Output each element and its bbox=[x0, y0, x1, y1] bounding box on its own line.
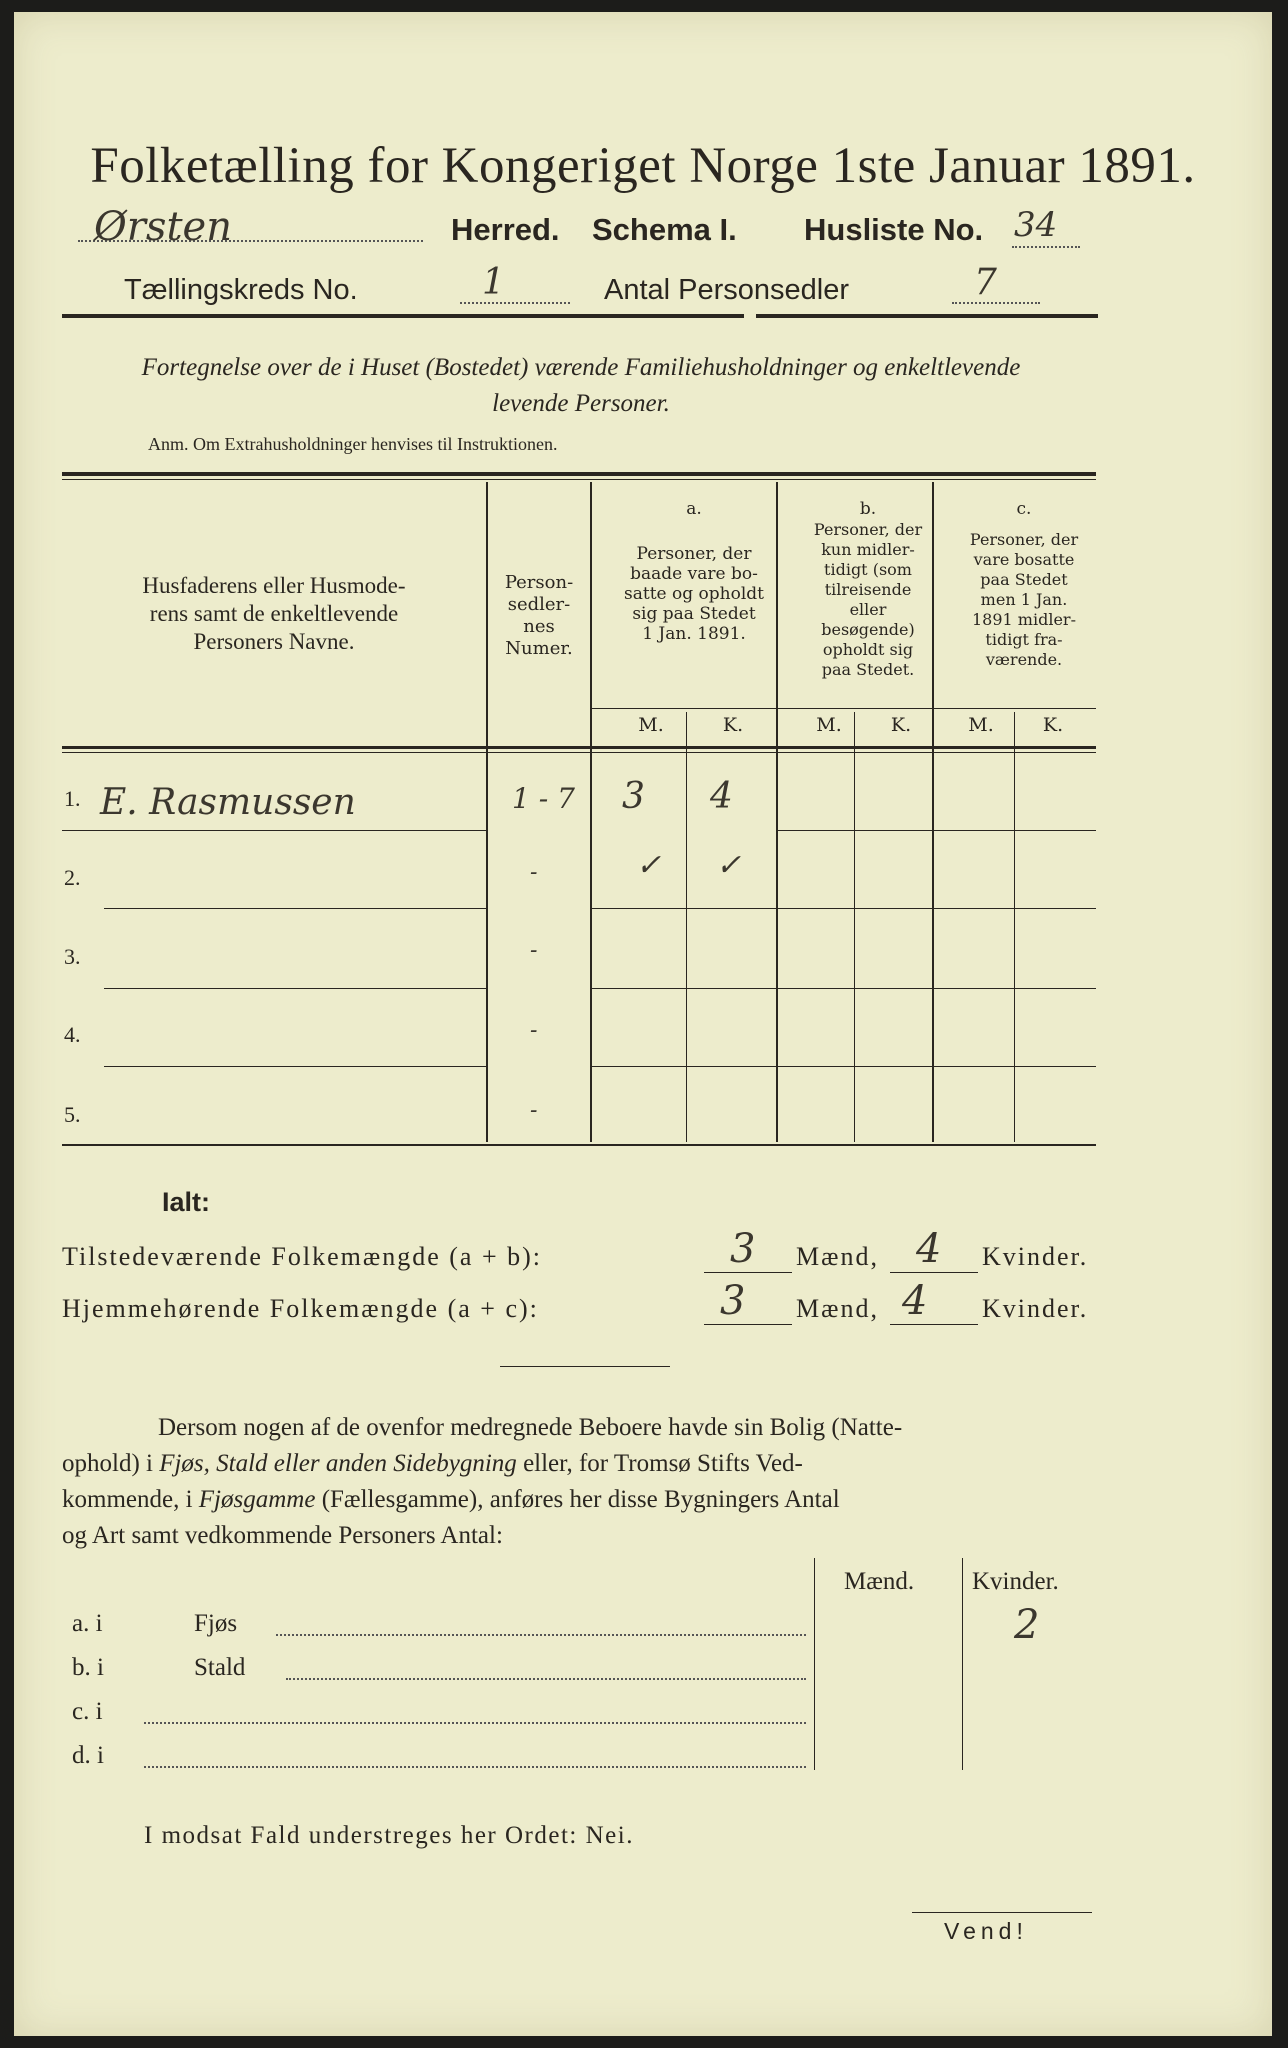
bygning-row-d-letter: d. i bbox=[72, 1742, 104, 1769]
antal-dotted-line bbox=[952, 300, 1040, 304]
hjemme-maend-value: 3 bbox=[720, 1278, 746, 1324]
row-2-line bbox=[104, 908, 486, 909]
description-line-1: Fortegnelse over de i Huset (Bostedet) værende Familiehusholdninger og enkeltlevende bbox=[141, 354, 1021, 381]
bolig-paragraph bbox=[62, 1410, 1098, 1554]
taellingskreds-label: Tællingskreds No. bbox=[124, 274, 358, 306]
tilstede-kvinder-value: 4 bbox=[916, 1226, 942, 1272]
row-4-line-right bbox=[592, 1066, 1096, 1067]
bygning-vline-left bbox=[814, 1558, 815, 1770]
bygning-kvinder-header: Kvinder. bbox=[972, 1568, 1059, 1595]
tilstede-maend-value: 3 bbox=[730, 1226, 756, 1272]
header-rule-left bbox=[62, 314, 744, 318]
bygning-row-a-label: Fjøs bbox=[194, 1610, 238, 1637]
taellingskreds-dotted-line bbox=[460, 300, 570, 304]
bygning-row-c-letter: c. i bbox=[72, 1698, 103, 1725]
paragraph-line-2: ophold) i Fjøs, Stald eller anden Sidebygning eller, for Tromsø Stifts Ved- bbox=[62, 1450, 803, 1477]
hjemme-kvinder-line bbox=[890, 1324, 978, 1325]
col-header-a-letter: a. bbox=[686, 499, 702, 519]
bygning-fjos-kvinder-value: 2 bbox=[1014, 1602, 1040, 1648]
row-3-number: 3. bbox=[64, 944, 81, 969]
bygning-row-b-letter: b. i bbox=[72, 1654, 104, 1681]
col-header-b: Personer, der kun midler- tidigt (som tilreisende eller besøgende) opholdt sig paa Stedet. bbox=[813, 520, 923, 679]
vline-a bbox=[776, 482, 778, 1142]
bygning-row-a-letter: a. i bbox=[72, 1610, 103, 1637]
row-2-line-right bbox=[592, 908, 1096, 909]
row-5-numer: - bbox=[530, 1098, 538, 1123]
paragraph-line-3: kommende, i Fjøsgamme (Fællesgamme), anføres her disse Bygningers Antal bbox=[62, 1486, 840, 1513]
antal-personsedler-number: 7 bbox=[974, 262, 997, 303]
husliste-number: 34 bbox=[1014, 205, 1058, 245]
bygning-row-c-dots bbox=[144, 1720, 806, 1724]
col-header-c-letter: c. bbox=[1016, 499, 1032, 519]
vline-b-mk bbox=[854, 712, 855, 1142]
sub-header-c-m: M. bbox=[968, 714, 994, 736]
row-1-line-right bbox=[776, 830, 1096, 831]
vend-line bbox=[912, 1912, 1092, 1913]
row-3-line-right bbox=[592, 988, 1096, 989]
row-1-a-k: 4 bbox=[710, 776, 733, 817]
tilstede-label: Tilstedeværende Folkemængde (a + b): bbox=[62, 1242, 542, 1271]
col-header-personsedler: Person- sedler- nes Numer. bbox=[504, 572, 574, 659]
tilstede-kvinder-line bbox=[890, 1272, 978, 1273]
table-top-rule bbox=[62, 472, 1096, 476]
paragraph-line-1: Dersom nogen af de ovenfor medregnede Beboere havde sin Bolig (Natte- bbox=[158, 1414, 903, 1441]
row-4-numer: - bbox=[530, 1018, 538, 1043]
paragraph-line-4: og Art samt vedkommende Personers Antal: bbox=[62, 1522, 503, 1549]
hjemme-maend-label: Mænd, bbox=[796, 1294, 879, 1323]
vline-names bbox=[486, 482, 488, 1142]
husliste-dotted-line bbox=[1012, 244, 1080, 248]
form-title: Folketælling for Kongeriget Norge 1ste Januar 1891. bbox=[90, 138, 1196, 194]
taellingskreds-number: 1 bbox=[482, 262, 505, 303]
header-rule-right bbox=[756, 314, 1098, 318]
bygning-row-b-label: Stald bbox=[194, 1654, 246, 1681]
row-2-numer: - bbox=[530, 860, 538, 885]
vline-numer bbox=[590, 482, 592, 1142]
sub-header-a-m: M. bbox=[638, 714, 664, 736]
vline-c-mk bbox=[1014, 712, 1015, 1142]
bygning-row-b-dots bbox=[286, 1676, 806, 1680]
row-2-number: 2. bbox=[64, 865, 81, 890]
table-header-bottom-rule bbox=[62, 746, 1096, 749]
description-text bbox=[64, 350, 1098, 422]
vline-a-mk bbox=[686, 712, 687, 1142]
hjemme-maend-line bbox=[704, 1324, 792, 1325]
bygning-vline-right bbox=[962, 1558, 963, 1770]
vend-text: Vend! bbox=[944, 1918, 1028, 1944]
row-1-name: E. Rasmussen bbox=[100, 782, 356, 823]
sub-header-c-k: K. bbox=[1042, 714, 1064, 736]
row-4-number: 4. bbox=[64, 1022, 81, 1047]
tilstede-kvinder-label: Kvinder. bbox=[982, 1242, 1089, 1271]
bygning-row-d-dots bbox=[144, 1764, 806, 1768]
row-3-numer: - bbox=[530, 938, 538, 963]
col-header-names: Husfaderens eller Husmode- rens samt de enkeltlevende Personers Navne. bbox=[142, 573, 406, 654]
husliste-label: Husliste No. bbox=[804, 212, 984, 247]
section-divider bbox=[500, 1366, 670, 1367]
col-header-b-letter: b. bbox=[859, 499, 877, 519]
schema-label: Schema I. bbox=[592, 212, 737, 247]
sub-header-b-k: K. bbox=[890, 714, 912, 736]
col-header-c: Personer, der vare bosatte paa Stedet men 1 Jan. 1891 midler- tidigt fra- værende. bbox=[969, 530, 1079, 669]
ialt-label: Ialt: bbox=[162, 1187, 211, 1217]
col-header-a: Personer, der baade vare bo- satte og opholdt sig paa Stedet 1 Jan. 1891. bbox=[624, 544, 764, 644]
hjemme-kvinder-value: 4 bbox=[902, 1278, 928, 1324]
mk-header-top-line bbox=[592, 708, 1096, 709]
hjemme-label: Hjemmehørende Folkemængde (a + c): bbox=[62, 1294, 539, 1323]
tilstede-maend-label: Mænd, bbox=[796, 1242, 879, 1271]
row-2-a-m-check: ✓ bbox=[636, 848, 662, 883]
vline-b bbox=[932, 482, 934, 1142]
row-3-line bbox=[104, 988, 486, 989]
row-1-numer: 1 - 7 bbox=[512, 782, 575, 815]
anm-note: Anm. Om Extrahusholdninger henvises til Instruktionen. bbox=[148, 434, 558, 454]
row-4-line bbox=[104, 1066, 486, 1067]
row-5-number: 5. bbox=[64, 1102, 81, 1127]
bygning-row-a-dots bbox=[276, 1632, 806, 1636]
sub-header-a-k: K. bbox=[722, 714, 744, 736]
table-top-rule-thin bbox=[62, 479, 1096, 480]
herred-label: Herred. bbox=[451, 212, 560, 247]
antal-personsedler-label: Antal Personsedler bbox=[604, 274, 850, 306]
table-bottom-rule bbox=[62, 1144, 1096, 1146]
row-1-line bbox=[62, 830, 486, 831]
census-form bbox=[14, 12, 1272, 2036]
table-header-bottom-rule-thin bbox=[62, 752, 1096, 753]
modsat-fald-text: I modsat Fald understreges her Ordet: Nei. bbox=[144, 1822, 634, 1849]
bygning-maend-header: Mænd. bbox=[844, 1568, 915, 1595]
row-1-a-m: 3 bbox=[622, 776, 645, 817]
tilstede-maend-line bbox=[704, 1272, 792, 1273]
herred-name: Ørsten bbox=[94, 204, 232, 250]
description-line-2: levende Personer. bbox=[492, 390, 670, 417]
row-2-a-k-check: ✓ bbox=[716, 848, 742, 883]
row-1-number: 1. bbox=[64, 786, 81, 811]
sub-header-b-m: M. bbox=[816, 714, 842, 736]
hjemme-kvinder-label: Kvinder. bbox=[982, 1294, 1089, 1323]
